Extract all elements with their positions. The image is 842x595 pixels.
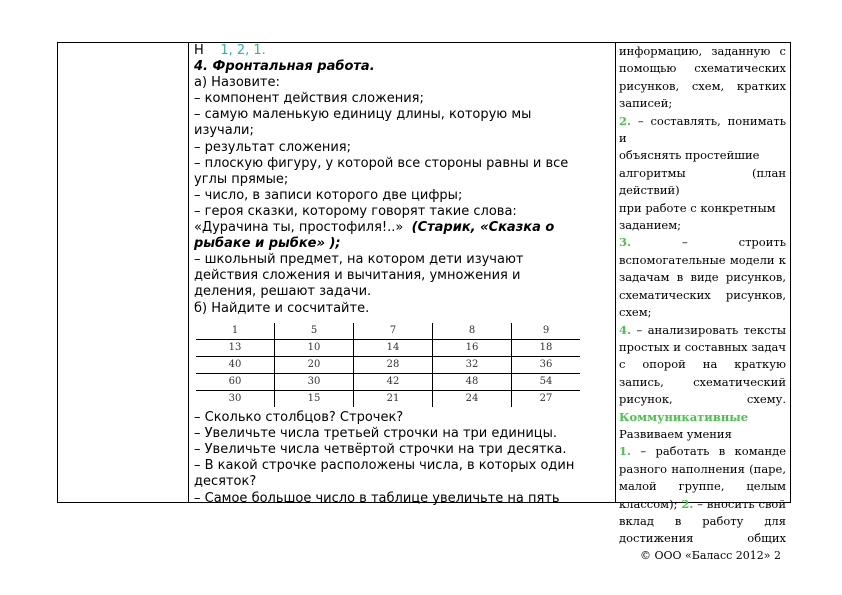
table-cell: 27	[512, 390, 581, 407]
list-item: – компонент действия сложения;	[194, 91, 424, 107]
part-a-title: а) Назовите:	[194, 75, 280, 91]
table-row	[196, 323, 580, 340]
section-heading: 4. Фронтальная работа.	[194, 59, 375, 75]
skill-line: записей;	[619, 96, 673, 111]
lesson-table-fragment	[57, 42, 791, 546]
number-table	[196, 323, 580, 407]
skill-number: 1.	[619, 444, 632, 459]
list-item: изучали;	[194, 123, 254, 139]
table-cell: 21	[354, 390, 433, 407]
skill-line: малой группе, целым	[619, 479, 786, 494]
question-item: – Увеличьте числа четвёртой строчки на три десятка.	[194, 442, 567, 458]
skill-number: 2.	[619, 113, 632, 128]
quote-line: «Дурачина ты, простофиля!..» (Старик, «Сказка о	[194, 220, 555, 236]
skill-line: 4. – анализировать тексты	[619, 322, 786, 337]
table-cell: 5	[275, 323, 354, 340]
skill-line: алгоритмы (план действий)	[619, 165, 786, 198]
table-cell: 9	[542, 324, 550, 336]
table-cell: 40	[196, 356, 275, 373]
column-divider-left	[188, 43, 189, 502]
table-cell: 42	[354, 373, 433, 390]
table-cell: 60	[196, 373, 275, 390]
column-divider-right	[615, 43, 616, 502]
skill-line: информацию, заданную с	[619, 44, 786, 58]
question-item: – Самое большое число в таблице увеличьте на пять	[194, 490, 560, 506]
table-cell: 16	[433, 339, 512, 356]
skill-line: вклад в работу для	[619, 513, 786, 528]
skill-line: вспомогательные модели к	[619, 252, 786, 267]
stage-numbers: 1, 2, 1.	[220, 43, 266, 58]
list-item: – плоскую фигуру, у которой все стороны равны и все	[194, 155, 569, 171]
table-cell: 1	[196, 323, 275, 340]
table-cell: 32	[433, 356, 512, 373]
skills-column	[617, 43, 788, 546]
skill-line: разного наполнения (паре,	[619, 461, 786, 476]
activity-column	[190, 43, 614, 506]
skill-line: 2. – составлять, понимать и	[619, 113, 786, 146]
stage-line: Н 1, 2, 1.	[194, 43, 266, 58]
skill-line: рисунков, схем, кратких	[619, 78, 786, 93]
skill-line: при работе с конкретным	[619, 200, 776, 215]
question-item: – В какой строчке расположены числа, в которых один	[194, 458, 575, 474]
table-cell: 24	[433, 390, 512, 407]
copyright-footer: © ООО «Баласс 2012» 2	[640, 549, 782, 562]
question-item: – Увеличьте числа третьей строчки на три единицы.	[194, 426, 558, 442]
skill-number: 4.	[619, 322, 632, 337]
table-cell: 8	[433, 323, 512, 340]
skill-line: задачам в виде рисунков,	[619, 270, 786, 285]
section-subtitle: Развиваем умения	[619, 426, 732, 441]
table-cell: 48	[433, 373, 512, 390]
skill-line: запись, схематический	[619, 374, 786, 389]
table-cell: 30	[275, 373, 354, 390]
skill-line: объяснять простейшие	[619, 148, 760, 163]
skill-line: схем;	[619, 305, 652, 320]
table-cell: 15	[275, 390, 354, 407]
skill-line: достижения общих	[619, 531, 786, 546]
skill-line: схематических рисунков,	[619, 287, 786, 302]
table-row	[196, 356, 580, 373]
list-item: – школьный предмет, на котором дети изучают	[194, 252, 524, 268]
skill-line: простых и составных задач	[619, 339, 786, 354]
table-cell: 14	[354, 339, 433, 356]
part-b-title: б) Найдите и сосчитайте.	[194, 300, 370, 316]
list-item: углы прямые;	[194, 171, 289, 187]
table-cell: 10	[275, 339, 354, 356]
table-row	[196, 390, 580, 407]
table-row	[196, 373, 580, 390]
skill-line: с опорой на краткую	[619, 357, 786, 372]
list-item: – самую маленькую единицу длины, которую мы	[194, 107, 532, 123]
table-cell: 20	[275, 356, 354, 373]
question-item: десяток?	[194, 474, 257, 490]
skill-line: 3. – строить	[619, 235, 786, 250]
table-cell: 36	[512, 356, 581, 373]
skill-number: 3.	[619, 235, 632, 250]
table-cell: 13	[196, 339, 275, 356]
table-cell: 28	[354, 356, 433, 373]
section-title: Коммуникативные	[619, 409, 749, 424]
list-item: – героя сказки, которому говорят такие слова:	[194, 203, 517, 219]
skill-line: помощью схематических	[619, 61, 786, 76]
table-cell: 54	[512, 373, 581, 390]
table-cell: 7	[354, 323, 433, 340]
list-item: деления, решают задачи.	[194, 284, 372, 300]
list-item: – число, в записи которого две цифры;	[194, 187, 463, 203]
table-cell: 18	[512, 339, 581, 356]
skill-line: классом); 2. – вносить свой	[619, 496, 787, 511]
table-cell: 30	[196, 390, 275, 407]
skill-line: 1. – работать в команде	[619, 444, 786, 459]
list-item: действия сложения и вычитания, умножения и	[194, 268, 521, 284]
question-item: – Сколько столбцов? Строчек?	[194, 410, 404, 426]
table-row	[196, 339, 580, 356]
skill-line: заданием;	[619, 218, 682, 233]
skill-line: рисунок, схему.	[619, 392, 786, 407]
list-item: – результат сложения;	[194, 139, 351, 155]
skill-number: 2.	[681, 496, 694, 511]
quote-line: рыбаке и рыбке» );	[194, 236, 341, 252]
